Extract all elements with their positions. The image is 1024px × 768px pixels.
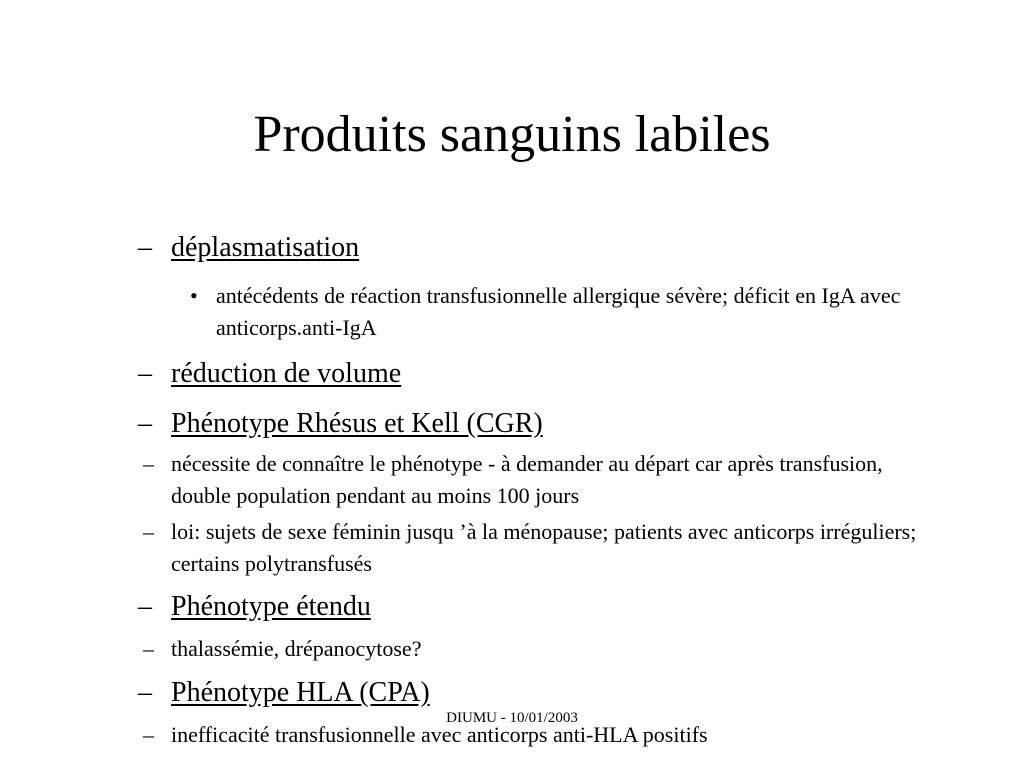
list-item-reduction-volume [138, 358, 998, 390]
list-subitem [143, 633, 943, 665]
dash-marker: – [143, 519, 154, 544]
list-item-heading: Phénotype étendu [171, 591, 371, 622]
dash-marker: – [138, 591, 152, 622]
list-subitem-text: loi: sujets de sexe féminin jusqu ’à la ménopause; patients avec anticorps irréguliers; certains polytransfusés [171, 519, 917, 576]
dash-marker: – [143, 636, 154, 661]
slide-footer: DIUMU - 10/01/2003 [446, 710, 578, 726]
list-subitem-text: inefficacité transfusionnelle avec anticorps anti-HLA positifs [171, 722, 708, 747]
list-item-phenotype-hla [138, 677, 998, 709]
list-subitem-text: thalassémie, drépanocytose? [171, 636, 422, 661]
list-item-heading: Phénotype Rhésus et Kell (CGR) [171, 408, 543, 439]
list-item-phenotype-rhesus-kell [138, 408, 998, 440]
bullet-marker: • [190, 283, 198, 308]
dash-marker: – [138, 677, 152, 708]
dash-marker: – [143, 722, 154, 747]
list-item-heading: Phénotype HLA (CPA) [171, 677, 430, 708]
slide-title: Produits sanguins labiles [253, 106, 771, 163]
dash-marker: – [138, 408, 152, 439]
list-subitem [143, 448, 943, 512]
dash-marker: – [138, 232, 152, 263]
list-item-heading: déplasmatisation [171, 232, 360, 263]
list-subitem-text: nécessite de connaître le phénotype - à demander au départ car après transfusion, double population pendant au moins 100 jours [171, 451, 883, 508]
list-item-deplasmatisation [138, 232, 998, 264]
list-subitem [190, 280, 930, 344]
list-subitem [143, 516, 943, 580]
dash-marker: – [138, 358, 152, 389]
list-item-phenotype-etendu [138, 591, 998, 623]
list-subitem-text: antécédents de réaction transfusionnelle allergique sévère; déficit en IgA avec anticorps.anti-IgA [216, 283, 901, 340]
dash-marker: – [143, 451, 154, 476]
list-item-heading: réduction de volume [171, 358, 402, 389]
